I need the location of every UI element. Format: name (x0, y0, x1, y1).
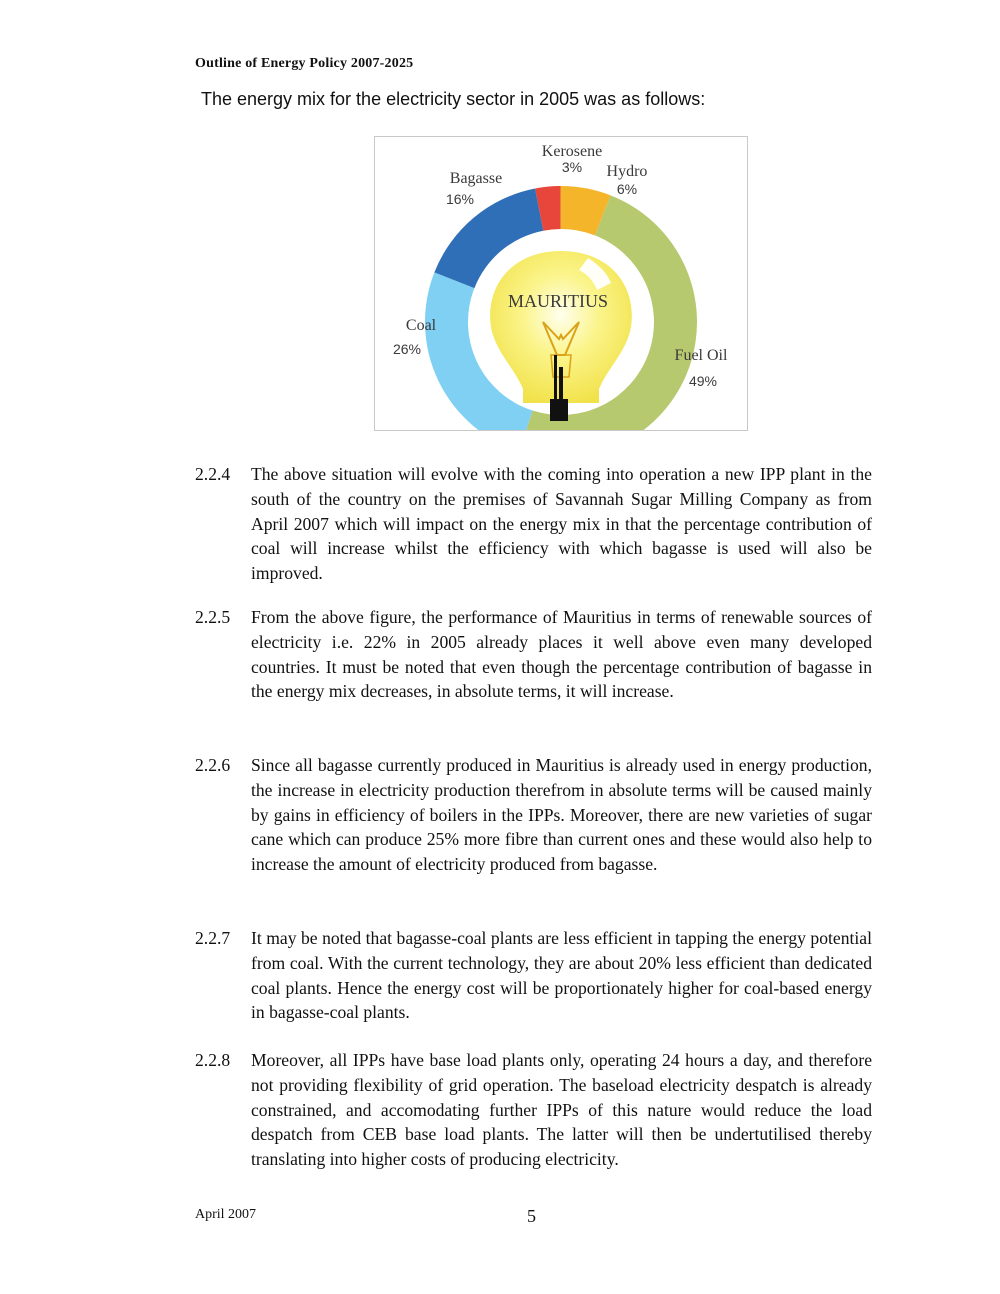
slice-value-label: 49% (688, 373, 718, 389)
slice-label: Hydro (606, 163, 648, 180)
paragraph-text: From the above figure, the performance of Mauritius in terms of renewable sources of electricity i.e. 22% in 2005 already places it well above even many developed countries. It must be noted that even though the percentage contribution of bagasse in the energy mix decreases, in absolute terms, it will increase. (251, 607, 872, 702)
intro-sentence: The energy mix for the electricity sector in 2005 was as follows: (201, 89, 706, 109)
paragraph-text: It may be noted that bagasse-coal plants are less efficient in tapping the energy potential from coal. With the current technology, they are about 20% less efficient than dedicated coal plants. Hence the energy cost will be proportionately higher for coal-based energy in bagasse-coal plants. (251, 928, 872, 1023)
slice-label: Kerosene (541, 143, 603, 160)
slice-label: Bagasse (449, 170, 503, 187)
footer-date: April 2007 (195, 1207, 257, 1222)
paragraph-number: 2.2.4 (195, 464, 231, 484)
document-header: Outline of Energy Policy 2007-2025 (195, 56, 414, 71)
paragraph-number: 2.2.5 (195, 607, 231, 627)
slice-label: Coal (405, 317, 437, 334)
paragraph-text: Since all bagasse currently produced in Mauritius is already used in energy production, the increase in electricity production therefrom in absolute terms will be caused mainly by gains in efficiency of boilers in the IPPs. Moreover, there are new varieties of sugar cane which can produce 25% more fibre than current ones and these would also help to increase the amount of electricity produced from bagasse. (251, 755, 872, 875)
light-bulb-illustration (490, 251, 632, 421)
paragraph-2-2-5 (195, 605, 872, 704)
paragraph-text: The above situation will evolve with the coming into operation a new IPP plant in the south of the country on the premises of Savannah Sugar Milling Company as from April 2007 which will impact on the energy mix in that the percentage contribution of coal will increase whilst the efficiency with which bagasse is used will also be improved. (251, 464, 872, 584)
slice-value-label: 3% (561, 159, 583, 175)
paragraph-2-2-6 (195, 753, 872, 877)
energy-mix-donut-chart (375, 137, 747, 430)
energy-mix-figure (374, 136, 748, 431)
paragraph-number: 2.2.6 (195, 755, 231, 775)
slice-label: Fuel Oil (674, 347, 728, 364)
slice-value-label: 6% (616, 181, 638, 197)
paragraph-number: 2.2.7 (195, 928, 231, 948)
paragraph-2-2-4 (195, 462, 872, 586)
chart-center-label: MAURITIUS (507, 291, 609, 311)
slice-value-label: 26% (392, 341, 422, 357)
paragraph-text: Moreover, all IPPs have base load plants only, operating 24 hours a day, and therefore not providing flexibility of grid operation. The baseload electricity despatch is already constrained, and accomodating further IPPs of this nature would reduce the load despatch from CEB base load plants. The latter will then be undertutilised thereby translating into higher costs of producing electricity. (251, 1050, 872, 1170)
slice-value-label: 16% (445, 191, 475, 207)
page-number: 5 (527, 1206, 536, 1226)
paragraph-2-2-8 (195, 1048, 872, 1172)
paragraph-number: 2.2.8 (195, 1050, 231, 1070)
paragraph-2-2-7 (195, 926, 872, 1025)
